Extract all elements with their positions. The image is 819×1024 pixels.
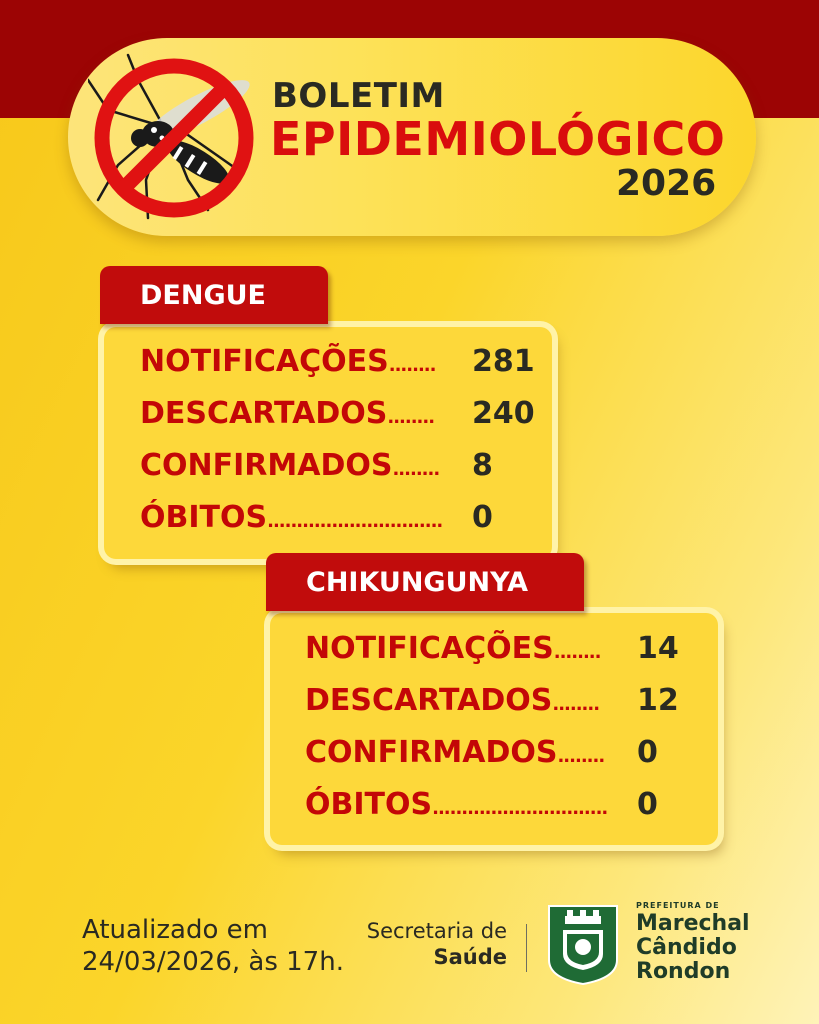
city-line2: Cândido — [636, 935, 737, 960]
row-label: CONFIRMADOS — [305, 735, 558, 770]
chikungunya-row-notificacoes — [305, 632, 600, 670]
city-line3: Rondon — [636, 959, 731, 984]
row-label: DESCARTADOS — [305, 683, 553, 718]
row-leader-dots: ........ — [387, 407, 435, 428]
row-label: NOTIFICAÇÕES — [140, 344, 389, 379]
title-line1: BOLETIM — [272, 76, 445, 116]
chikungunya-row-confirmados — [305, 736, 604, 774]
row-value: 14 — [637, 631, 679, 666]
row-value: 12 — [637, 683, 679, 718]
dengue-row-obitos — [140, 501, 442, 539]
row-value: 0 — [637, 787, 658, 822]
row-value: 0 — [637, 735, 658, 770]
row-label: DESCARTADOS — [140, 396, 388, 431]
row-label: CONFIRMADOS — [140, 448, 393, 483]
row-leader-dots: .............................. — [267, 511, 443, 532]
row-leader-dots: ........ — [557, 746, 605, 767]
row-value: 8 — [472, 448, 493, 483]
row-leader-dots: ........ — [552, 694, 600, 715]
row-leader-dots: .............................. — [432, 798, 608, 819]
dengue-row-confirmados — [140, 449, 439, 487]
dengue-tab — [100, 266, 328, 324]
row-label: ÓBITOS — [305, 787, 433, 822]
secretaria-saude — [365, 918, 507, 970]
prefeitura-label: PREFEITURA DE — [636, 901, 720, 910]
chikungunya-row-descartados — [305, 684, 599, 722]
no-mosquito-icon — [88, 50, 260, 220]
updated-line1: Atualizado em — [82, 915, 268, 945]
row-leader-dots: ........ — [553, 642, 601, 663]
row-leader-dots: ........ — [388, 355, 436, 376]
municipal-crest-icon — [545, 902, 621, 986]
title-line2: EPIDEMIOLÓGICO — [270, 112, 726, 166]
city-name — [636, 912, 750, 984]
chikungunya-tab-label: CHIKUNGUNYA — [306, 567, 528, 598]
updated-line2: 24/03/2026, às 17h. — [82, 947, 344, 977]
chikungunya-tab — [266, 553, 584, 611]
secretaria-line1: Secretaria de — [366, 919, 507, 943]
row-value: 240 — [472, 396, 535, 431]
dengue-row-notificacoes — [140, 345, 435, 383]
updated-note — [82, 914, 344, 978]
secretaria-line2: Saúde — [433, 945, 507, 969]
row-leader-dots: ........ — [392, 459, 440, 480]
footer-divider — [526, 924, 527, 972]
city-line1: Marechal — [636, 911, 750, 936]
title-year: 2026 — [616, 163, 717, 204]
dengue-tab-label: DENGUE — [140, 280, 266, 311]
dengue-row-descartados — [140, 397, 434, 435]
row-value: 0 — [472, 500, 493, 535]
row-value: 281 — [472, 344, 535, 379]
chikungunya-row-obitos — [305, 788, 607, 826]
row-label: NOTIFICAÇÕES — [305, 631, 554, 666]
row-label: ÓBITOS — [140, 500, 268, 535]
